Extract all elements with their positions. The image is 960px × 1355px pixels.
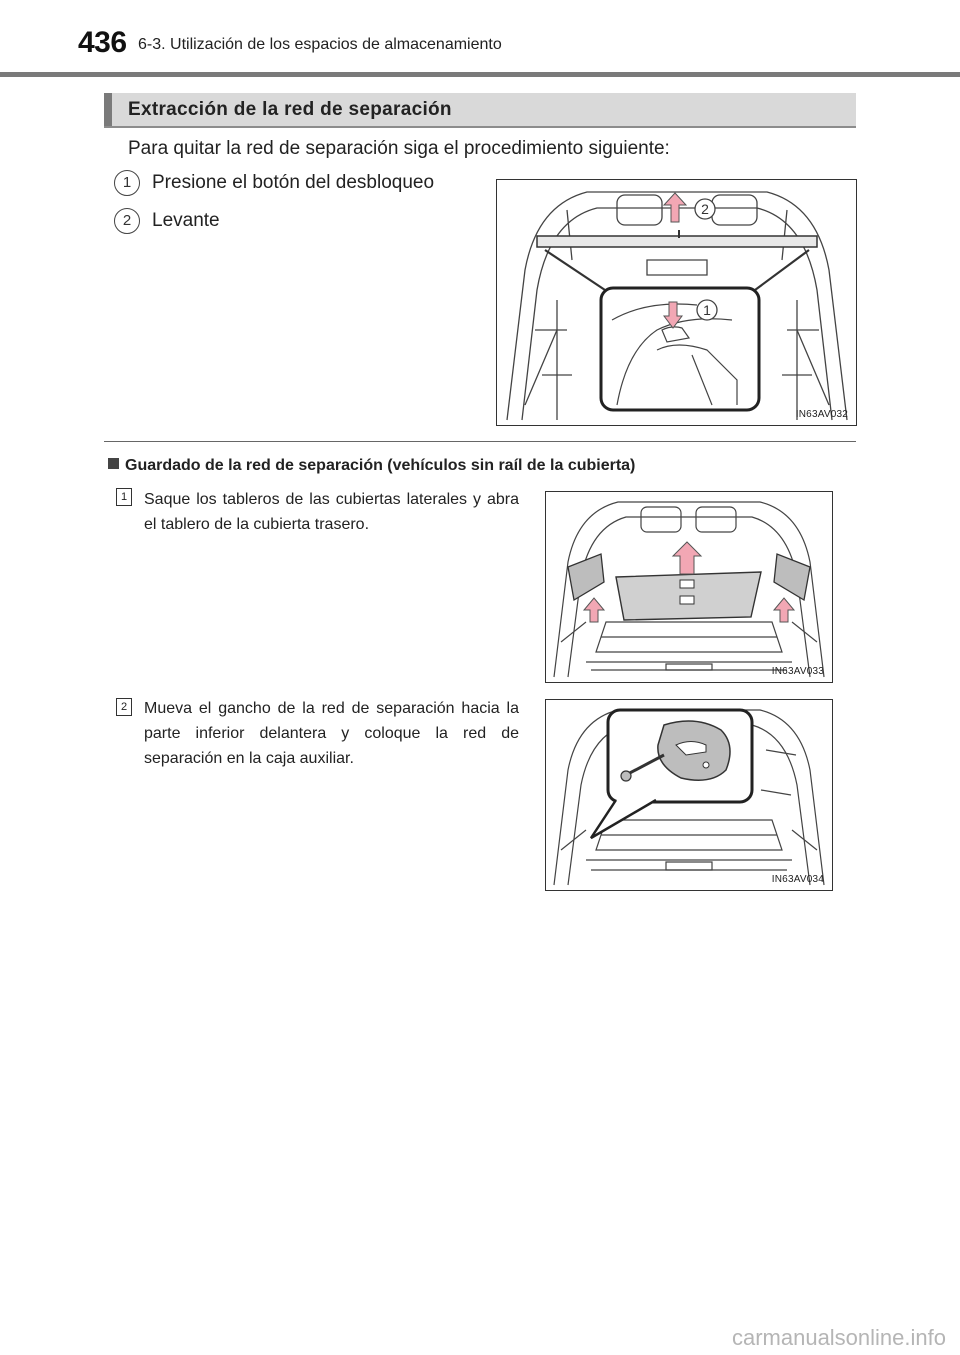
step-text: Presione el botón del desbloqueo: [152, 172, 435, 193]
storage-step-1-badge: 1: [116, 488, 132, 506]
section-underline: [104, 126, 856, 128]
section-divider: [104, 441, 856, 442]
intro-text: Para quitar la red de separación siga el procedimiento siguiente:: [128, 138, 670, 159]
cargo-panels-illustration: [546, 492, 832, 682]
figure-code: IN63AV032: [795, 409, 848, 420]
section-accent: [104, 93, 112, 126]
storage-step-2-text: Mueva el gancho de la red de separación hacia la parte inferior delantera y coloque la red de separación en la caja auxiliar.: [144, 700, 519, 767]
removal-step-1: [114, 170, 434, 196]
step-text: Levante: [152, 210, 220, 231]
storage-heading-text: Guardado de la red de separación (vehículos sin raíl de la cubierta): [125, 457, 636, 474]
section-title: Extracción de la red de separación: [128, 99, 452, 120]
figure-code: IN63AV033: [771, 666, 824, 677]
cargo-area-illustration: [497, 180, 856, 425]
figure-removal: [496, 179, 857, 426]
header-rule: [0, 72, 960, 77]
hook-detail-illustration: [546, 700, 832, 890]
step-number-badge: 2: [114, 208, 140, 234]
figure-code: IN63AV034: [771, 874, 824, 885]
callout-2: 2: [701, 201, 709, 217]
figure-storage-2: [545, 699, 833, 891]
step-number-badge: 1: [114, 170, 140, 196]
storage-step-2-badge: 2: [116, 698, 132, 716]
section-header-bar: [104, 93, 856, 126]
chapter-title: 6-3. Utilización de los espacios de almacenamiento: [138, 36, 502, 53]
figure-storage-1: [545, 491, 833, 683]
storage-step-1-text: Saque los tableros de las cubiertas laterales y abra el tablero de la cubierta trasero.: [144, 491, 519, 533]
watermark: carmanualsonline.info: [731, 1325, 946, 1350]
bullet-square-icon: [108, 458, 119, 469]
removal-step-2: [114, 208, 220, 234]
storage-heading: [108, 457, 635, 475]
page-number: 436: [78, 26, 127, 59]
callout-1: 1: [703, 302, 711, 318]
